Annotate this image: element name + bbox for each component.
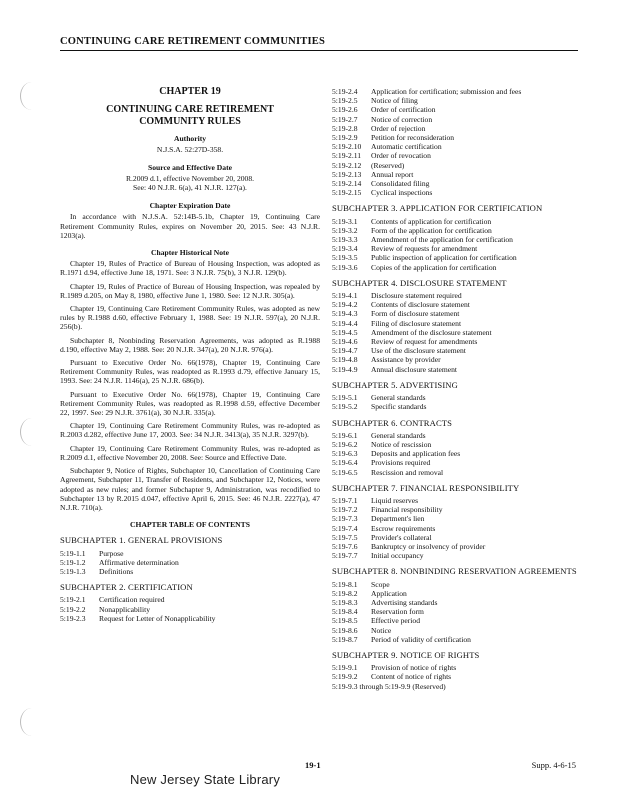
toc-entry xyxy=(332,188,590,197)
section-title: Specific standards xyxy=(371,402,427,412)
section-number: 5:19-2.10 xyxy=(332,142,362,152)
historical-notes xyxy=(60,259,320,512)
toc-entry xyxy=(332,179,590,188)
section-number: 5:19-9.2 xyxy=(332,672,358,682)
section-title: Use of the disclosure statement xyxy=(371,346,466,356)
subchapter-heading: SUBCHAPTER 5. ADVERTISING xyxy=(332,379,458,390)
toc-entry xyxy=(332,96,590,105)
subchapter-heading: SUBCHAPTER 8. NONBINDING RESERVATION AGREEMENTS xyxy=(332,566,577,577)
section-number: 5:19-2.8 xyxy=(332,123,358,133)
punch-hole-middle xyxy=(20,418,43,446)
header-rule xyxy=(60,50,578,51)
toc-entry xyxy=(332,607,590,616)
section-title: Provisions required xyxy=(371,458,431,468)
section-title: Provider's collateral xyxy=(371,532,432,542)
toc-entry xyxy=(332,431,590,440)
historical-note: Chapter 19, Rules of Practice of Bureau of Housing Inspection, was repealed by R.1989 d.205, on May 8, 1980, effective June 1, 1980. See: 12 N.J.R. 305(a). xyxy=(60,281,320,300)
toc-entry xyxy=(332,580,590,589)
section-title: Automatic certification xyxy=(371,142,442,152)
section-title: Review of request for amendments xyxy=(371,337,478,347)
toc-entry xyxy=(332,505,590,514)
section-title: (Reserved) xyxy=(371,160,405,170)
section-title: Notice xyxy=(371,625,392,635)
toc-entry xyxy=(332,142,590,151)
section-number: 5:19-4.3 xyxy=(332,309,358,319)
section-title: Notice of filing xyxy=(371,96,418,106)
section-number: 5:19-3.5 xyxy=(332,253,358,263)
section-title: Annual report xyxy=(371,169,414,179)
toc-title: CHAPTER TABLE OF CONTENTS xyxy=(130,520,250,530)
section-title: Copies of the application for certification xyxy=(371,262,497,272)
historical-note: Chapter 19, Continuing Care Retirement Community Rules, was adopted as new rules by R.1988 d.60, effective February 1, 1988. See: 19 N.J.R. 597(a), 20 N.J.R. 256(b). xyxy=(60,304,320,332)
section-number: 5:19-2.15 xyxy=(332,188,362,198)
toc-entry xyxy=(60,567,320,576)
subchapter-heading: SUBCHAPTER 7. FINANCIAL RESPONSIBILITY xyxy=(332,482,520,493)
toc-entry xyxy=(332,328,590,337)
toc-entry xyxy=(332,365,590,374)
section-number: 5:19-4.9 xyxy=(332,364,358,374)
section-title: Certification required xyxy=(99,595,165,605)
section-title: Initial occupancy xyxy=(371,551,424,561)
expiration-text: In accordance with N.J.S.A. 52:14B-5.1b, Chapter 19, Continuing Care Retirement Community Rules, expires on November 20, 2015. See: 43 N.J.R. 1203(a). xyxy=(60,212,320,240)
section-title: Notice of rescission xyxy=(371,439,432,449)
toc-entry xyxy=(332,598,590,607)
section-title: General standards xyxy=(371,430,426,440)
section-number: 5:19-3.1 xyxy=(332,216,358,226)
section-number: 5:19-2.14 xyxy=(332,179,362,189)
section-number: 5:19-2.11 xyxy=(332,151,362,161)
section-number: 5:19-7.5 xyxy=(332,532,358,542)
section-number: 5:19-8.7 xyxy=(332,634,358,644)
section-title: Affirmative determination xyxy=(99,557,179,567)
section-title: Period of validity of certification xyxy=(371,634,471,644)
section-number: 5:19-4.5 xyxy=(332,327,358,337)
section-title: Contents of application for certification xyxy=(371,216,492,226)
section-title: Order of rejection xyxy=(371,123,426,133)
section-number: 5:19-2.5 xyxy=(332,96,358,106)
toc-entry xyxy=(332,263,590,272)
source-line: See: 40 N.J.R. 6(a), 41 N.J.R. 127(a). xyxy=(133,183,247,193)
authority-heading: Authority xyxy=(173,134,207,144)
chapter-number: CHAPTER 19 xyxy=(159,86,221,97)
historical-note: Chapter 19, Continuing Care Retirement Community Rules, was re-adopted as R.2003 d.282, effective June 17, 2003. See: 34 N.J.R. 3413(a), 35 N.J.R. 3297(b). xyxy=(60,421,320,440)
subchapter-heading: SUBCHAPTER 9. NOTICE OF RIGHTS xyxy=(332,649,480,660)
toc-entry xyxy=(332,346,590,355)
subchapter-heading: SUBCHAPTER 1. GENERAL PROVISIONS xyxy=(60,535,223,546)
section-title: Effective period xyxy=(371,616,420,626)
section-title: Contents of disclosure statement xyxy=(371,300,470,310)
toc-entry xyxy=(332,496,590,505)
toc-entry xyxy=(332,672,590,681)
section-number: 5:19-8.2 xyxy=(332,588,358,598)
section-title: Filing of disclosure statement xyxy=(371,318,462,328)
toc-entry xyxy=(60,595,320,604)
section-title: Public inspection of application for certification xyxy=(371,253,517,263)
toc-entry xyxy=(332,300,590,309)
page-number: 19-1 xyxy=(305,760,321,770)
toc-entry xyxy=(332,319,590,328)
section-number: 5:19-5.1 xyxy=(332,393,358,403)
section-title: Consolidated filing xyxy=(371,179,430,189)
toc-entry xyxy=(60,558,320,567)
section-number: 5:19-2.7 xyxy=(332,114,358,124)
toc-entry xyxy=(332,458,590,467)
historical-note: Chapter 19, Rules of Practice of Bureau of Housing Inspection, was adopted as R.1971 d.94, effective June 18, 1971. See: 3 N.J.R. 75(b), 3 N.J.R. 129(b). xyxy=(60,259,320,278)
section-title: General standards xyxy=(371,393,426,403)
section-title: Rescission and removal xyxy=(371,467,444,477)
section-title: Advertising standards xyxy=(371,597,438,607)
toc-entry xyxy=(332,440,590,449)
historical-note: Subchapter 8, Nonbinding Reservation Agreements, was adopted as R.1988 d.190, effective May 2, 1988. See: 20 N.J.R. 347(a), 20 N.J.R. 976(a). xyxy=(60,335,320,354)
section-number: 5:19-7.2 xyxy=(332,505,358,515)
section-number: 5:19-7.1 xyxy=(332,495,358,505)
section-number: 5:19-2.1 xyxy=(60,595,86,605)
historical-note: Pursuant to Executive Order No. 66(1978), Chapter 19, Continuing Care Retirement Community Rules, was readopted as R.1993 d.79, effective January 15, 1993. See: 24 N.J.R. 1146(a), 25 N.J.R. 686(b). xyxy=(60,358,320,386)
section-number: 5:19-3.3 xyxy=(332,235,358,245)
section-title: Department's lien xyxy=(371,514,425,524)
toc-entry xyxy=(332,663,590,672)
section-number: 5:19-2.4 xyxy=(332,87,358,96)
section-title: Deposits and application fees xyxy=(371,449,461,459)
section-title: Application for certification; submission and fees xyxy=(371,87,522,96)
section-number: 5:19-8.6 xyxy=(332,625,358,635)
left-column xyxy=(60,87,320,623)
toc-entry xyxy=(332,133,590,142)
section-number: 5:19-4.1 xyxy=(332,291,358,301)
section-number: 5:19-6.2 xyxy=(332,439,358,449)
toc-entry xyxy=(332,616,590,625)
section-title: Request for Letter of Nonapplicability xyxy=(99,613,216,623)
historical-note: Pursuant to Executive Order No. 66(1978), Chapter 19, Continuing Care Retirement Community Rules, was readopted as R.1998 d.59, effective December 22, 1997. See: 29 N.J.R. 3761(a), 30 N.J.R. 335(a). xyxy=(60,389,320,418)
toc-entry xyxy=(332,635,590,644)
supplement-date: Supp. 4-6-15 xyxy=(531,760,576,770)
section-number: 5:19-7.6 xyxy=(332,541,358,551)
section-number: 5:19-6.1 xyxy=(332,430,358,440)
section-title: Order of revocation xyxy=(371,151,431,161)
section-title: Petition for reconsideration xyxy=(371,133,455,143)
authority-text: N.J.S.A. 52:27D-358. xyxy=(156,145,224,155)
section-title: Scope xyxy=(371,579,390,589)
section-number: 5:19-2.12 xyxy=(332,160,362,170)
section-number: 5:19-4.7 xyxy=(332,346,358,356)
toc-entry xyxy=(332,514,590,523)
toc-entry xyxy=(332,524,590,533)
section-number: 5:19-7.4 xyxy=(332,523,358,533)
toc-continued xyxy=(332,87,590,197)
source-heading: Source and Effective Date xyxy=(147,162,232,172)
section-number: 5:19-2.2 xyxy=(60,604,86,614)
section-title: Amendment of the disclosure statement xyxy=(371,327,492,337)
toc-entry xyxy=(332,217,590,226)
toc-entry xyxy=(332,449,590,458)
toc-entry xyxy=(332,244,590,253)
section-title: Nonapplicability xyxy=(99,604,151,614)
section-title: Annual disclosure statement xyxy=(371,364,458,374)
toc-entry xyxy=(332,115,590,124)
section-number: 5:19-2.3 xyxy=(60,613,86,623)
section-number: 5:19-4.4 xyxy=(332,318,358,328)
section-title: Bankruptcy or insolvency of provider xyxy=(371,541,486,551)
toc-entry xyxy=(332,105,590,114)
section-number: 5:19-4.8 xyxy=(332,355,358,365)
toc-entry xyxy=(332,235,590,244)
section-number: 5:19-7.7 xyxy=(332,551,358,561)
toc-entry xyxy=(332,124,590,133)
section-number: 5:19-8.4 xyxy=(332,607,358,617)
toc-entry xyxy=(332,291,590,300)
toc-right xyxy=(332,204,590,681)
section-number: 5:19-6.3 xyxy=(332,449,358,459)
section-number: 5:19-9.1 xyxy=(332,663,358,673)
toc-entry xyxy=(332,161,590,170)
toc-entry xyxy=(332,309,590,318)
section-number: 5:19-2.9 xyxy=(332,133,358,143)
toc-entry xyxy=(60,605,320,614)
toc-entry xyxy=(332,626,590,635)
toc-entry xyxy=(332,542,590,551)
section-title: Form of disclosure statement xyxy=(371,309,460,319)
section-number: 5:19-8.3 xyxy=(332,597,358,607)
historical-heading: Chapter Historical Note xyxy=(151,248,229,258)
toc-entry xyxy=(332,589,590,598)
section-title: Disclosure statement required xyxy=(371,291,462,301)
section-title: Assistance by provider xyxy=(371,355,441,365)
section-title: Purpose xyxy=(99,548,124,558)
punch-hole-top xyxy=(20,82,43,110)
running-head: CONTINUING CARE RETIREMENT COMMUNITIES xyxy=(60,36,325,47)
source-line: R.2009 d.1, effective November 20, 2008. xyxy=(125,173,255,183)
toc-entry xyxy=(332,226,590,235)
toc-entry xyxy=(332,533,590,542)
section-number: 5:19-8.5 xyxy=(332,616,358,626)
subchapter-heading: SUBCHAPTER 6. CONTRACTS xyxy=(332,417,453,428)
section-number: 5:19-8.1 xyxy=(332,579,358,589)
right-column xyxy=(332,87,590,691)
toc-entry xyxy=(60,549,320,558)
subchapter-heading: SUBCHAPTER 2. CERTIFICATION xyxy=(60,582,193,593)
toc-entry xyxy=(332,151,590,160)
section-title: Reservation form xyxy=(371,607,424,617)
section-title: Escrow requirements xyxy=(371,523,436,533)
section-title: Amendment of the application for certification xyxy=(371,235,513,245)
reserved-range: 5:19-9.3 through 5:19-9.9 (Reserved) xyxy=(332,681,446,691)
section-title: Order of certification xyxy=(371,105,436,115)
section-title: Cyclical inspections xyxy=(371,188,433,198)
toc-entry xyxy=(332,551,590,560)
section-number: 5:19-3.6 xyxy=(332,262,358,272)
section-number: 5:19-1.1 xyxy=(60,548,86,558)
section-number: 5:19-1.3 xyxy=(60,566,86,576)
section-title: Content of notice of rights xyxy=(371,672,452,682)
toc-entry xyxy=(332,468,590,477)
section-title: Liquid reserves xyxy=(371,495,419,505)
section-number: 5:19-1.2 xyxy=(60,557,86,567)
chapter-title: CONTINUING CARE RETIREMENT COMMUNITY RULES xyxy=(106,104,274,128)
section-title: Provision of notice of rights xyxy=(371,663,457,673)
library-stamp: New Jersey State Library xyxy=(130,772,281,787)
toc-left xyxy=(60,536,320,623)
section-number: 5:19-4.6 xyxy=(332,337,358,347)
toc-entry xyxy=(332,402,590,411)
expiration-heading: Chapter Expiration Date xyxy=(149,201,231,211)
toc-entry xyxy=(332,393,590,402)
subchapter-heading: SUBCHAPTER 3. APPLICATION FOR CERTIFICATION xyxy=(332,203,543,214)
subchapter-heading: SUBCHAPTER 4. DISCLOSURE STATEMENT xyxy=(332,277,507,288)
section-title: Financial responsibility xyxy=(371,505,443,515)
toc-entry xyxy=(332,87,590,96)
toc-entry xyxy=(60,614,320,623)
section-number: 5:19-4.2 xyxy=(332,300,358,310)
section-number: 5:19-5.2 xyxy=(332,402,358,412)
section-title: Form of the application for certification xyxy=(371,225,492,235)
toc-entry xyxy=(332,170,590,179)
section-title: Notice of correction xyxy=(371,114,433,124)
section-title: Review of requests for amendment xyxy=(371,244,478,254)
section-number: 5:19-3.4 xyxy=(332,244,358,254)
toc-entry xyxy=(332,355,590,364)
section-title: Application xyxy=(371,588,407,598)
historical-note: Subchapter 9, Notice of Rights, Subchapter 10, Cancellation of Continuing Care Agreement, Subchapter 11, Transfer of Residents, and Subchapter 12, Notices, were adopted as new rules; and former Subchapter 9, Administration, was recodified to Subchapter 13 by R.2015 d.047, effective April 6, 2015. See: 46 N.J.R. 2227(a), 47 N.J.R. 710(a). xyxy=(60,466,320,512)
section-number: 5:19-6.4 xyxy=(332,458,358,468)
section-number: 5:19-6.5 xyxy=(332,467,358,477)
section-number: 5:19-7.3 xyxy=(332,514,358,524)
section-title: Definitions xyxy=(99,566,134,576)
toc-entry xyxy=(332,337,590,346)
section-number: 5:19-2.13 xyxy=(332,169,362,179)
section-number: 5:19-2.6 xyxy=(332,105,358,115)
historical-note: Chapter 19, Continuing Care Retirement Community Rules, was re-adopted as R.2009 d.1, effective November 20, 2008. See: Source and Effective Date. xyxy=(60,443,320,462)
toc-entry xyxy=(332,253,590,262)
section-number: 5:19-3.2 xyxy=(332,225,358,235)
punch-hole-bottom xyxy=(20,708,43,736)
